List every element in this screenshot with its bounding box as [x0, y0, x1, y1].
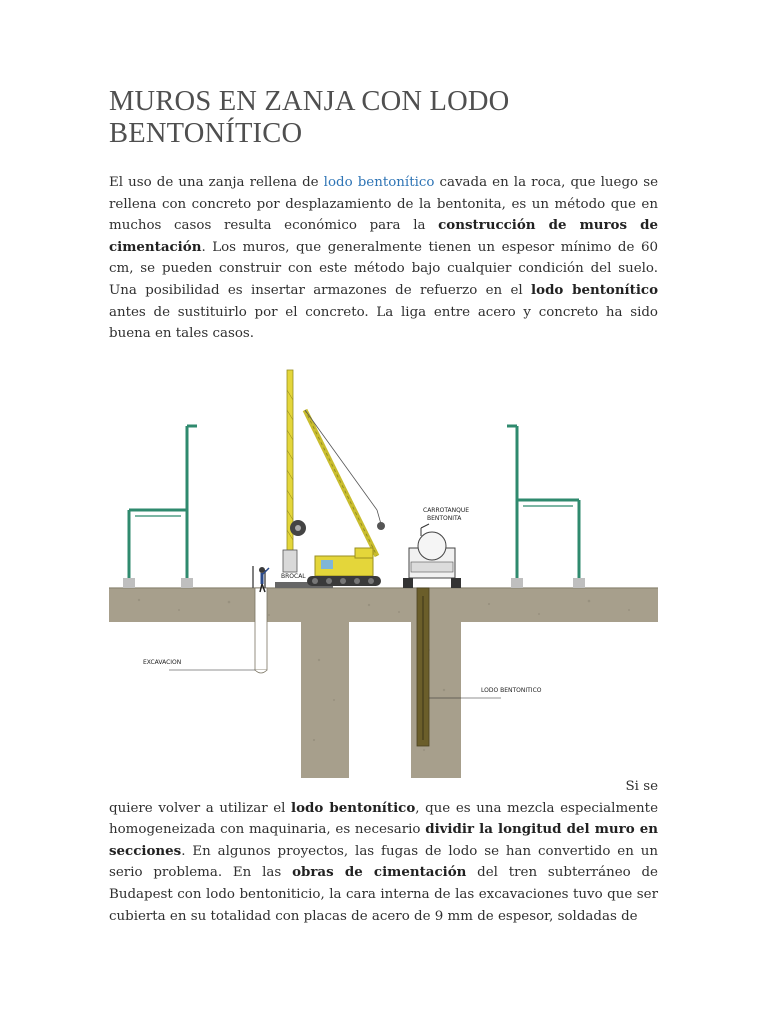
- text-run: quiere volver a utilizar el: [109, 800, 292, 816]
- text-run: antes de sustituirlo por el concreto. La liga entre acero y concreto ha sido buena en tales casos.: [109, 304, 658, 342]
- bold-run: construcción de muros de cimentación: [109, 217, 658, 255]
- right-gantry: [517, 426, 579, 582]
- second-paragraph: [109, 776, 658, 927]
- brocal-label: BROCAL: [281, 573, 306, 580]
- lead-text: Si se: [625, 779, 658, 794]
- bold-run: obras de cimentación: [292, 864, 467, 881]
- bentonite-tank-truck: [403, 524, 461, 588]
- bold-run: lodo bentonítico: [531, 281, 659, 298]
- text-run: , que es una mezcla especialmente homogeneizada con maquinaria, es necesario: [109, 800, 658, 838]
- text-run: cavada en la roca, que luego se rellena con concreto por desplazamiento de la bentonita, es un método que en muchos casos resulta económico para la: [109, 175, 658, 234]
- lodo-bentonitico-link[interactable]: lodo bentonítico: [323, 175, 435, 190]
- bold-run: lodo bentonítico: [291, 799, 416, 816]
- carrotanque-label: CARROTANQUE: [423, 507, 470, 514]
- bentonita-label: BENTONITA: [427, 515, 462, 522]
- left-gantry: [129, 426, 187, 582]
- ground-soil: [109, 588, 658, 778]
- slurry-wall-diagram: [109, 360, 658, 780]
- intro-paragraph: [109, 172, 658, 345]
- text-run: El uso de una zanja rellena de: [109, 175, 324, 190]
- lodo-bentonitico-label: LODO BENTONITICO: [481, 687, 542, 694]
- text-run: . Los muros, que generalmente tienen un espesor mínimo de 60 cm, se pueden construir con este método bajo cualquier condición del suelo. Una posibilidad es insertar armazones de refuerzo en el: [109, 239, 658, 298]
- excavation-trench: [255, 588, 267, 670]
- crawler-crane: [283, 370, 385, 586]
- text-run: del tren subterráneo de Budapest con lodo bentoniticio, la cara interna de las excavaciones tuvo que ser cubierta en su totalidad con placas de acero de 9 mm de espesor, soldadas de: [109, 865, 658, 924]
- excavacion-label: EXCAVACION: [143, 659, 182, 666]
- bold-run: dividir la longitud del muro en secciones: [109, 821, 658, 859]
- page-title: MUROS EN ZANJA CON LODO BENTONÍTICO: [109, 86, 510, 149]
- text-run: . En algunos proyectos, las fugas de lodo se han convertido en un serio problema. En las: [109, 843, 658, 881]
